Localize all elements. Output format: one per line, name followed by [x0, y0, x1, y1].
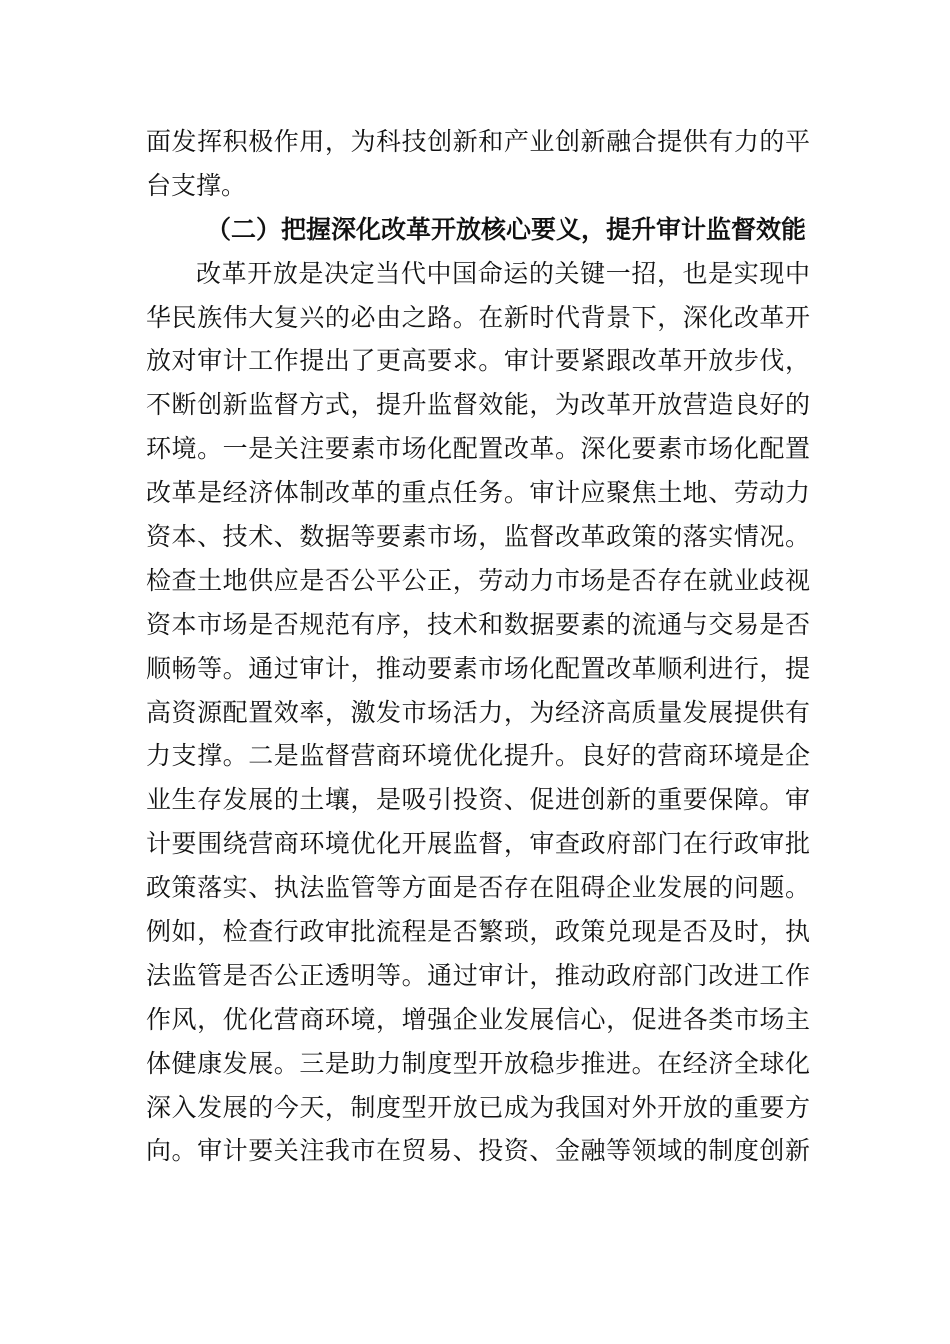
- text-line: 顺畅等。通过审计，推动要素市场化配置改革顺利进行，提: [146, 653, 810, 683]
- text-line: 向。审计要关注我市在贸易、投资、金融等领域的制度创新: [146, 1136, 810, 1166]
- text-line: 放对审计工作提出了更高要求。审计要紧跟改革开放步伐，: [146, 346, 810, 376]
- paragraph-first-line: 改革开放是决定当代中国命运的关键一招，也是实现中: [196, 258, 810, 288]
- text-line: 高资源配置效率，激发市场活力，为经济高质量发展提供有: [146, 697, 810, 727]
- text-line: 法监管是否公正透明等。通过审计，推动政府部门改进工作: [146, 960, 810, 990]
- text-line: 深入发展的今天，制度型开放已成为我国对外开放的重要方: [146, 1092, 810, 1122]
- text-line: 政策落实、执法监管等方面是否存在阻碍企业发展的问题。: [146, 873, 810, 903]
- text-line: 环境。一是关注要素市场化配置改革。深化要素市场化配置: [146, 434, 810, 464]
- text-line: 不断创新监督方式，提升监督效能，为改革开放营造良好的: [146, 390, 810, 420]
- text-line: 例如，检查行政审批流程是否繁琐，政策兑现是否及时，执: [146, 917, 810, 947]
- text-line: 作风，优化营商环境，增强企业发展信心，促进各类市场主: [146, 1004, 810, 1034]
- body-text: [146, 120, 810, 1173]
- text-line: 检查土地供应是否公平公正，劳动力市场是否存在就业歧视: [146, 565, 810, 595]
- text-line: 面发挥积极作用，为科技创新和产业创新融合提供有力的平: [146, 127, 810, 156]
- text-line: 华民族伟大复兴的必由之路。在新时代背景下，深化改革开: [146, 302, 810, 332]
- text-line: 力支撑。二是监督营商环境优化提升。良好的营商环境是企: [146, 741, 810, 771]
- text-line: 改革是经济体制改革的重点任务。审计应聚焦土地、劳动力: [146, 478, 810, 508]
- section-heading: （二）把握深化改革开放核心要义，提升审计监督效能: [206, 214, 807, 244]
- text-line: 体健康发展。三是助力制度型开放稳步推进。在经济全球化: [146, 1048, 810, 1078]
- text-line: 资本市场是否规范有序，技术和数据要素的流通与交易是否: [146, 609, 810, 639]
- text-line: 资本、技术、数据等要素市场，监督改革政策的落实情况。: [146, 522, 810, 552]
- text-line: 台支撑。: [146, 170, 247, 200]
- text-line: 计要围绕营商环境优化开展监督，审查政府部门在行政审批: [146, 829, 810, 859]
- text-line: 业生存发展的土壤，是吸引投资、促进创新的重要保障。审: [146, 785, 810, 815]
